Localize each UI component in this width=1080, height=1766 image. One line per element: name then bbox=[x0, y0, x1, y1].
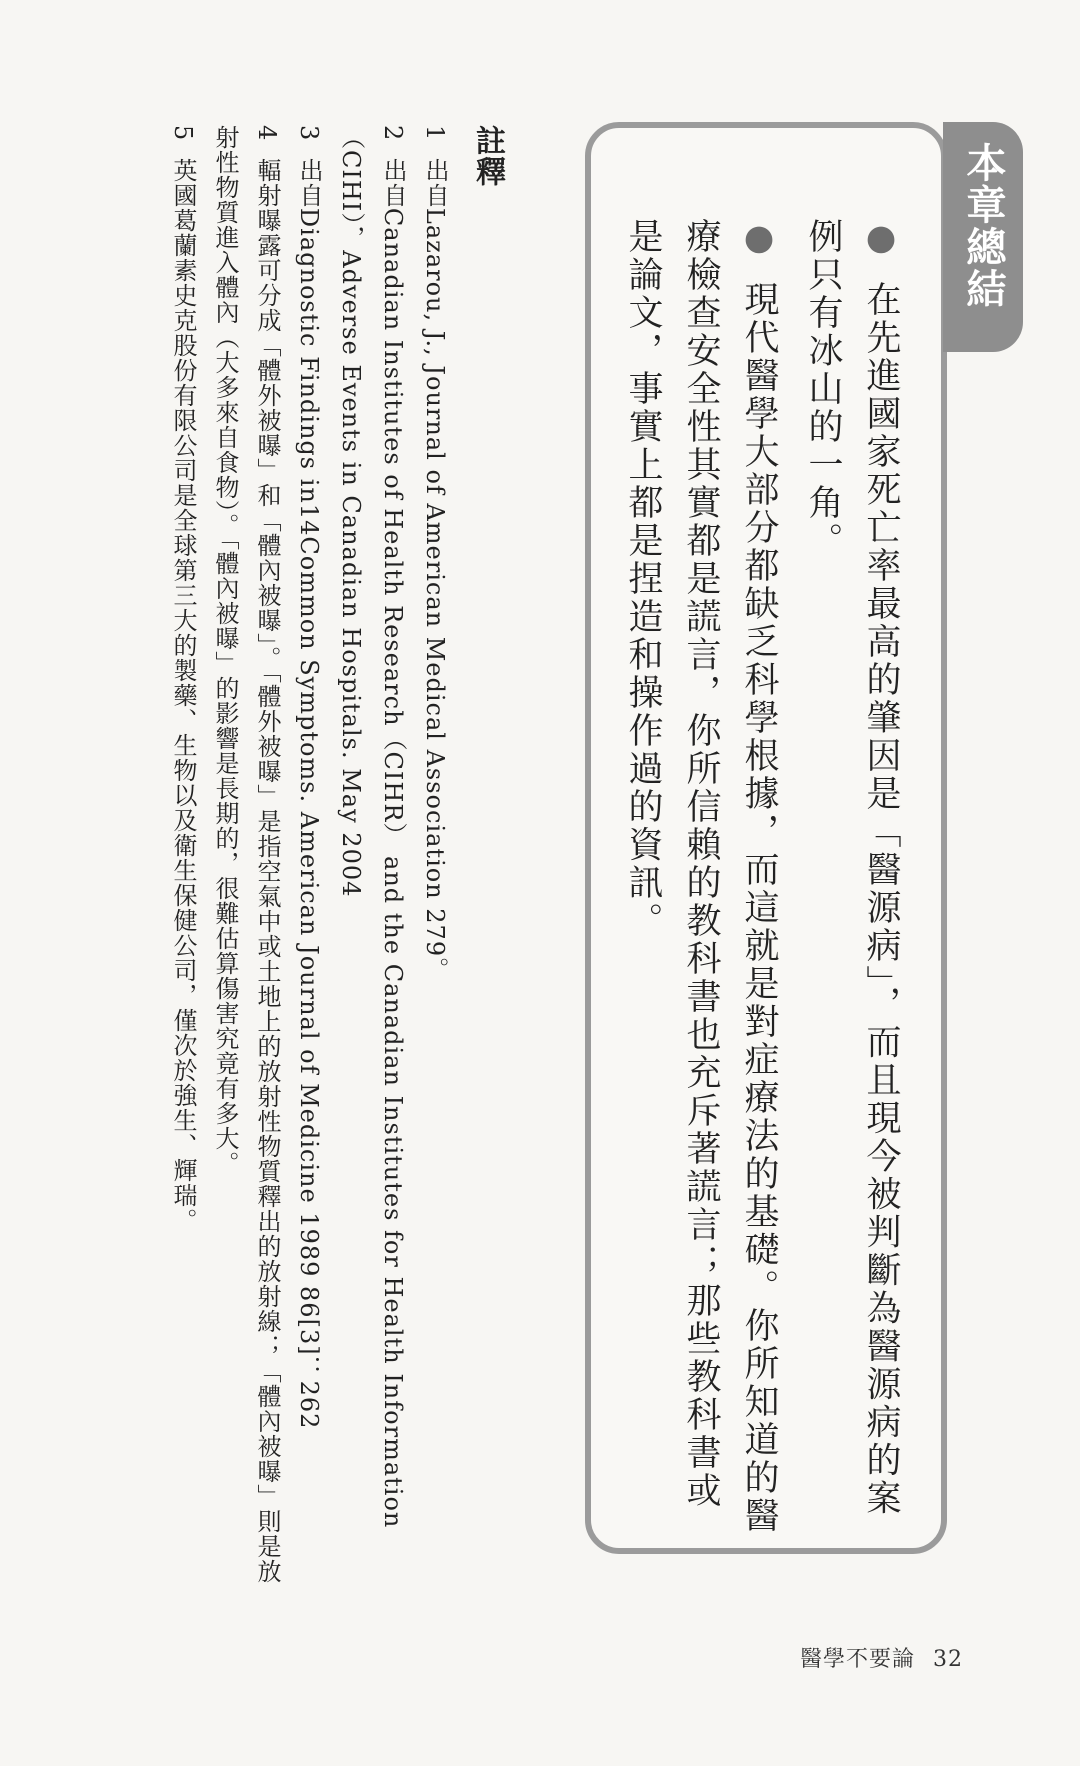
note-item bbox=[204, 125, 288, 1585]
note-text: 出自Diagnostic Findings in14Common Symptoms. American Journal of Medicine 1989 86[3]：262 bbox=[295, 157, 323, 1430]
note-number: 1 bbox=[421, 125, 449, 142]
note-text: 英國葛蘭素史克股份有限公司是全球第三大的製藥、生物以及衛生保健公司，僅次於強生、輝瑞。 bbox=[169, 157, 197, 1233]
note-text: 輻射曝露可分成「體外被曝」和「體內被曝」。「體外被曝」是指空氣中或土地上的放射性物質釋出的放射線；「體內被曝」則是放射性物質進入體內（大多來自食物）。「體內被曝」的影響是長期的，很難估算傷害究竟有多大。 bbox=[211, 125, 281, 1584]
note-item bbox=[288, 125, 330, 1585]
note-number: 3 bbox=[295, 125, 323, 142]
page-number: 32 bbox=[933, 1647, 964, 1672]
note-number: 5 bbox=[169, 125, 197, 142]
note-item bbox=[162, 125, 204, 1585]
page-footer bbox=[800, 1642, 963, 1673]
summary-item-text: 在先進國家死亡率最高的肇因是「醫源病」，而且現今被判斷為醫源病的案例只有冰山的一角。 bbox=[803, 218, 901, 1518]
summary-item bbox=[794, 218, 910, 1538]
bullet-icon: ● bbox=[739, 218, 779, 261]
summary-item bbox=[614, 218, 788, 1538]
note-item bbox=[414, 125, 456, 1585]
book-title: 醫學不要論 bbox=[800, 1647, 916, 1672]
note-number: 4 bbox=[253, 125, 281, 142]
bullet-icon: ● bbox=[861, 218, 901, 261]
chapter-summary-content bbox=[614, 218, 910, 1538]
summary-item-text: 現代醫學大部分都缺乏科學根據，而這就是對症療法的基礎。你所知道的醫療檢查安全性其實都是謊言，你所信賴的教科書也充斥著謊言；那些教科書或是論文，事實上都是捏造和操作過的資訊。 bbox=[623, 218, 779, 1535]
note-number: 2 bbox=[379, 125, 407, 142]
note-text: 出自Canadian Institutes of Health Research（CIHR） and the Canadian Institutes for Health Information（CIHI），Adverse Events in Canadian Hospitals. May 2004 bbox=[337, 125, 407, 1529]
notes-heading: 註釋 bbox=[470, 125, 505, 187]
note-text: 出自Lazarou, J., Journal of American Medical Association 279。 bbox=[421, 157, 449, 983]
notes-section bbox=[162, 125, 512, 1585]
chapter-summary-title: 本章總結 bbox=[960, 142, 1006, 310]
note-item bbox=[330, 125, 414, 1585]
chapter-summary-tab bbox=[943, 122, 1023, 352]
